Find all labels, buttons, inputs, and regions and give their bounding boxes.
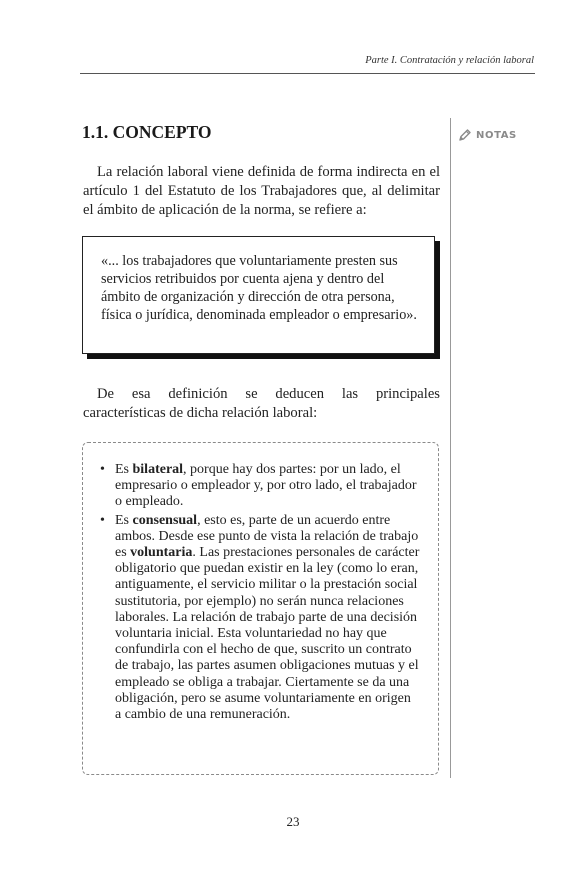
quote-text: «... los trabajadores que voluntariamente presten sus servicios retribuidos por cuenta ajena y dentro del ámbito de organización y dirección de otra persona, física o jurídica, denominada empleador o empresario». [101,253,417,323]
margin-divider [450,118,451,778]
notes-label: NOTAS [476,129,517,141]
list-item [99,513,420,724]
item-text: , esto es, parte de un acuerdo entre ambos. Desde ese punto de vista la relación de trabajo es [115,512,419,561]
characteristics-box [82,442,439,775]
list-item [99,462,420,511]
item-term-secondary: voluntaria [130,545,193,561]
deduction-paragraph: De esa definición se deducen las principales características de dicha relación laboral: [83,386,440,421]
section-title: 1.1. CONCEPTO [82,122,212,142]
item-term: bilateral [132,462,184,477]
page-number: 23 [286,814,300,829]
bullet-icon: • [100,512,105,528]
characteristics-list [99,462,420,723]
running-head: Parte I. Contratación y relación laboral [365,55,534,66]
item-term: consensual [132,512,198,528]
item-prefix: Es [115,462,133,477]
item-text-secondary: . Las prestaciones personales de carácter obligatorio que puedan existir en la ley (como lo eran, antiguamente, el servicio militar o la prestación social sustitutoria, por ejemplo) no serán nunca relaciones laborales. La relación de trabajo parte de una decisión voluntaria inicial. Esta voluntariedad no hay que confundirla con el hecho de que, suscrito un contrato de trabajo, las partes asumen obligaciones mutuas y el empleado se obliga a trabajar. Ciertamente se da una obligación, pero se asume voluntariamente en origen a cambio de una remuneración. [115,545,420,723]
item-text: , porque hay dos partes: por un lado, el empresario o empleador y, por otro lado, el trabajador o empleado. [115,462,417,510]
item-prefix: Es [115,512,133,528]
bullet-icon: • [100,462,105,477]
pencil-icon [458,128,472,142]
notes-margin-label [458,128,517,142]
header-rule [80,73,535,74]
intro-paragraph: La relación laboral viene definida de forma indirecta en el artículo 1 del Estatuto de los Trabajadores que, al delimitar el ámbito de aplicación de la norma, se refiere a: [83,164,440,218]
quote-box [82,236,435,354]
